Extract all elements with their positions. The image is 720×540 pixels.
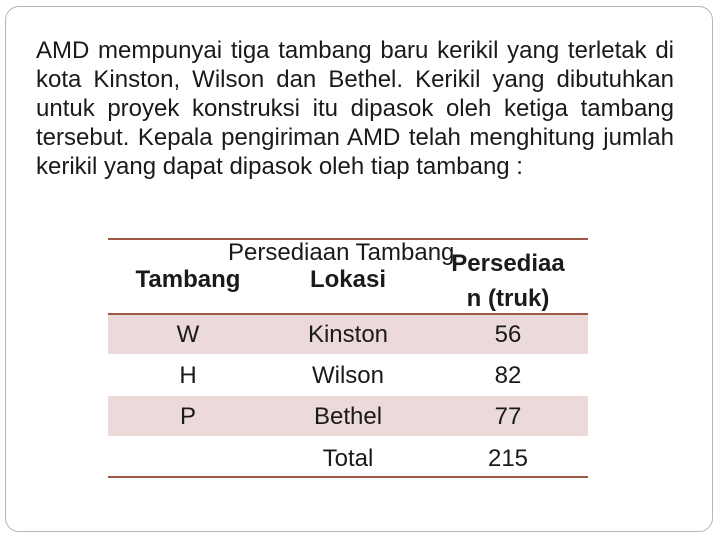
header-lokasi: Lokasi xyxy=(309,266,387,293)
body-paragraph: AMD mempunyai tiga tambang baru kerikil yang terletak di kota Kinston, Wilson dan Bethel. Kerikil yang dibutuhkan untuk proyek konstruksi itu dipasok oleh ketiga tambang tersebut. Kepala pengiriman AMD telah menghitung jumlah kerikil yang dapat dipasok oleh tiap tambang : xyxy=(36,37,674,180)
cell-tambang-2: H xyxy=(179,362,197,389)
cell-tambang-3: P xyxy=(179,403,196,430)
cell-persediaan-3: 77 xyxy=(494,403,522,430)
total-value: 215 xyxy=(487,445,529,472)
cell-lokasi-3: Bethel xyxy=(313,403,383,430)
table-caption: Persediaan Tambang xyxy=(228,239,455,266)
cell-lokasi-2: Wilson xyxy=(311,362,384,389)
header-persediaan-line2: n (truk) xyxy=(466,285,550,312)
total-label: Total xyxy=(322,445,374,472)
header-tambang: Tambang xyxy=(135,266,241,293)
header-persediaan-line1: Persediaa xyxy=(451,250,565,277)
cell-tambang-1: W xyxy=(176,321,200,348)
cell-lokasi-1: Kinston xyxy=(307,321,389,348)
header-bottom-rule xyxy=(108,313,588,315)
cell-persediaan-2: 82 xyxy=(494,362,522,389)
table-bottom-rule xyxy=(108,476,588,478)
cell-persediaan-1: 56 xyxy=(494,321,522,348)
